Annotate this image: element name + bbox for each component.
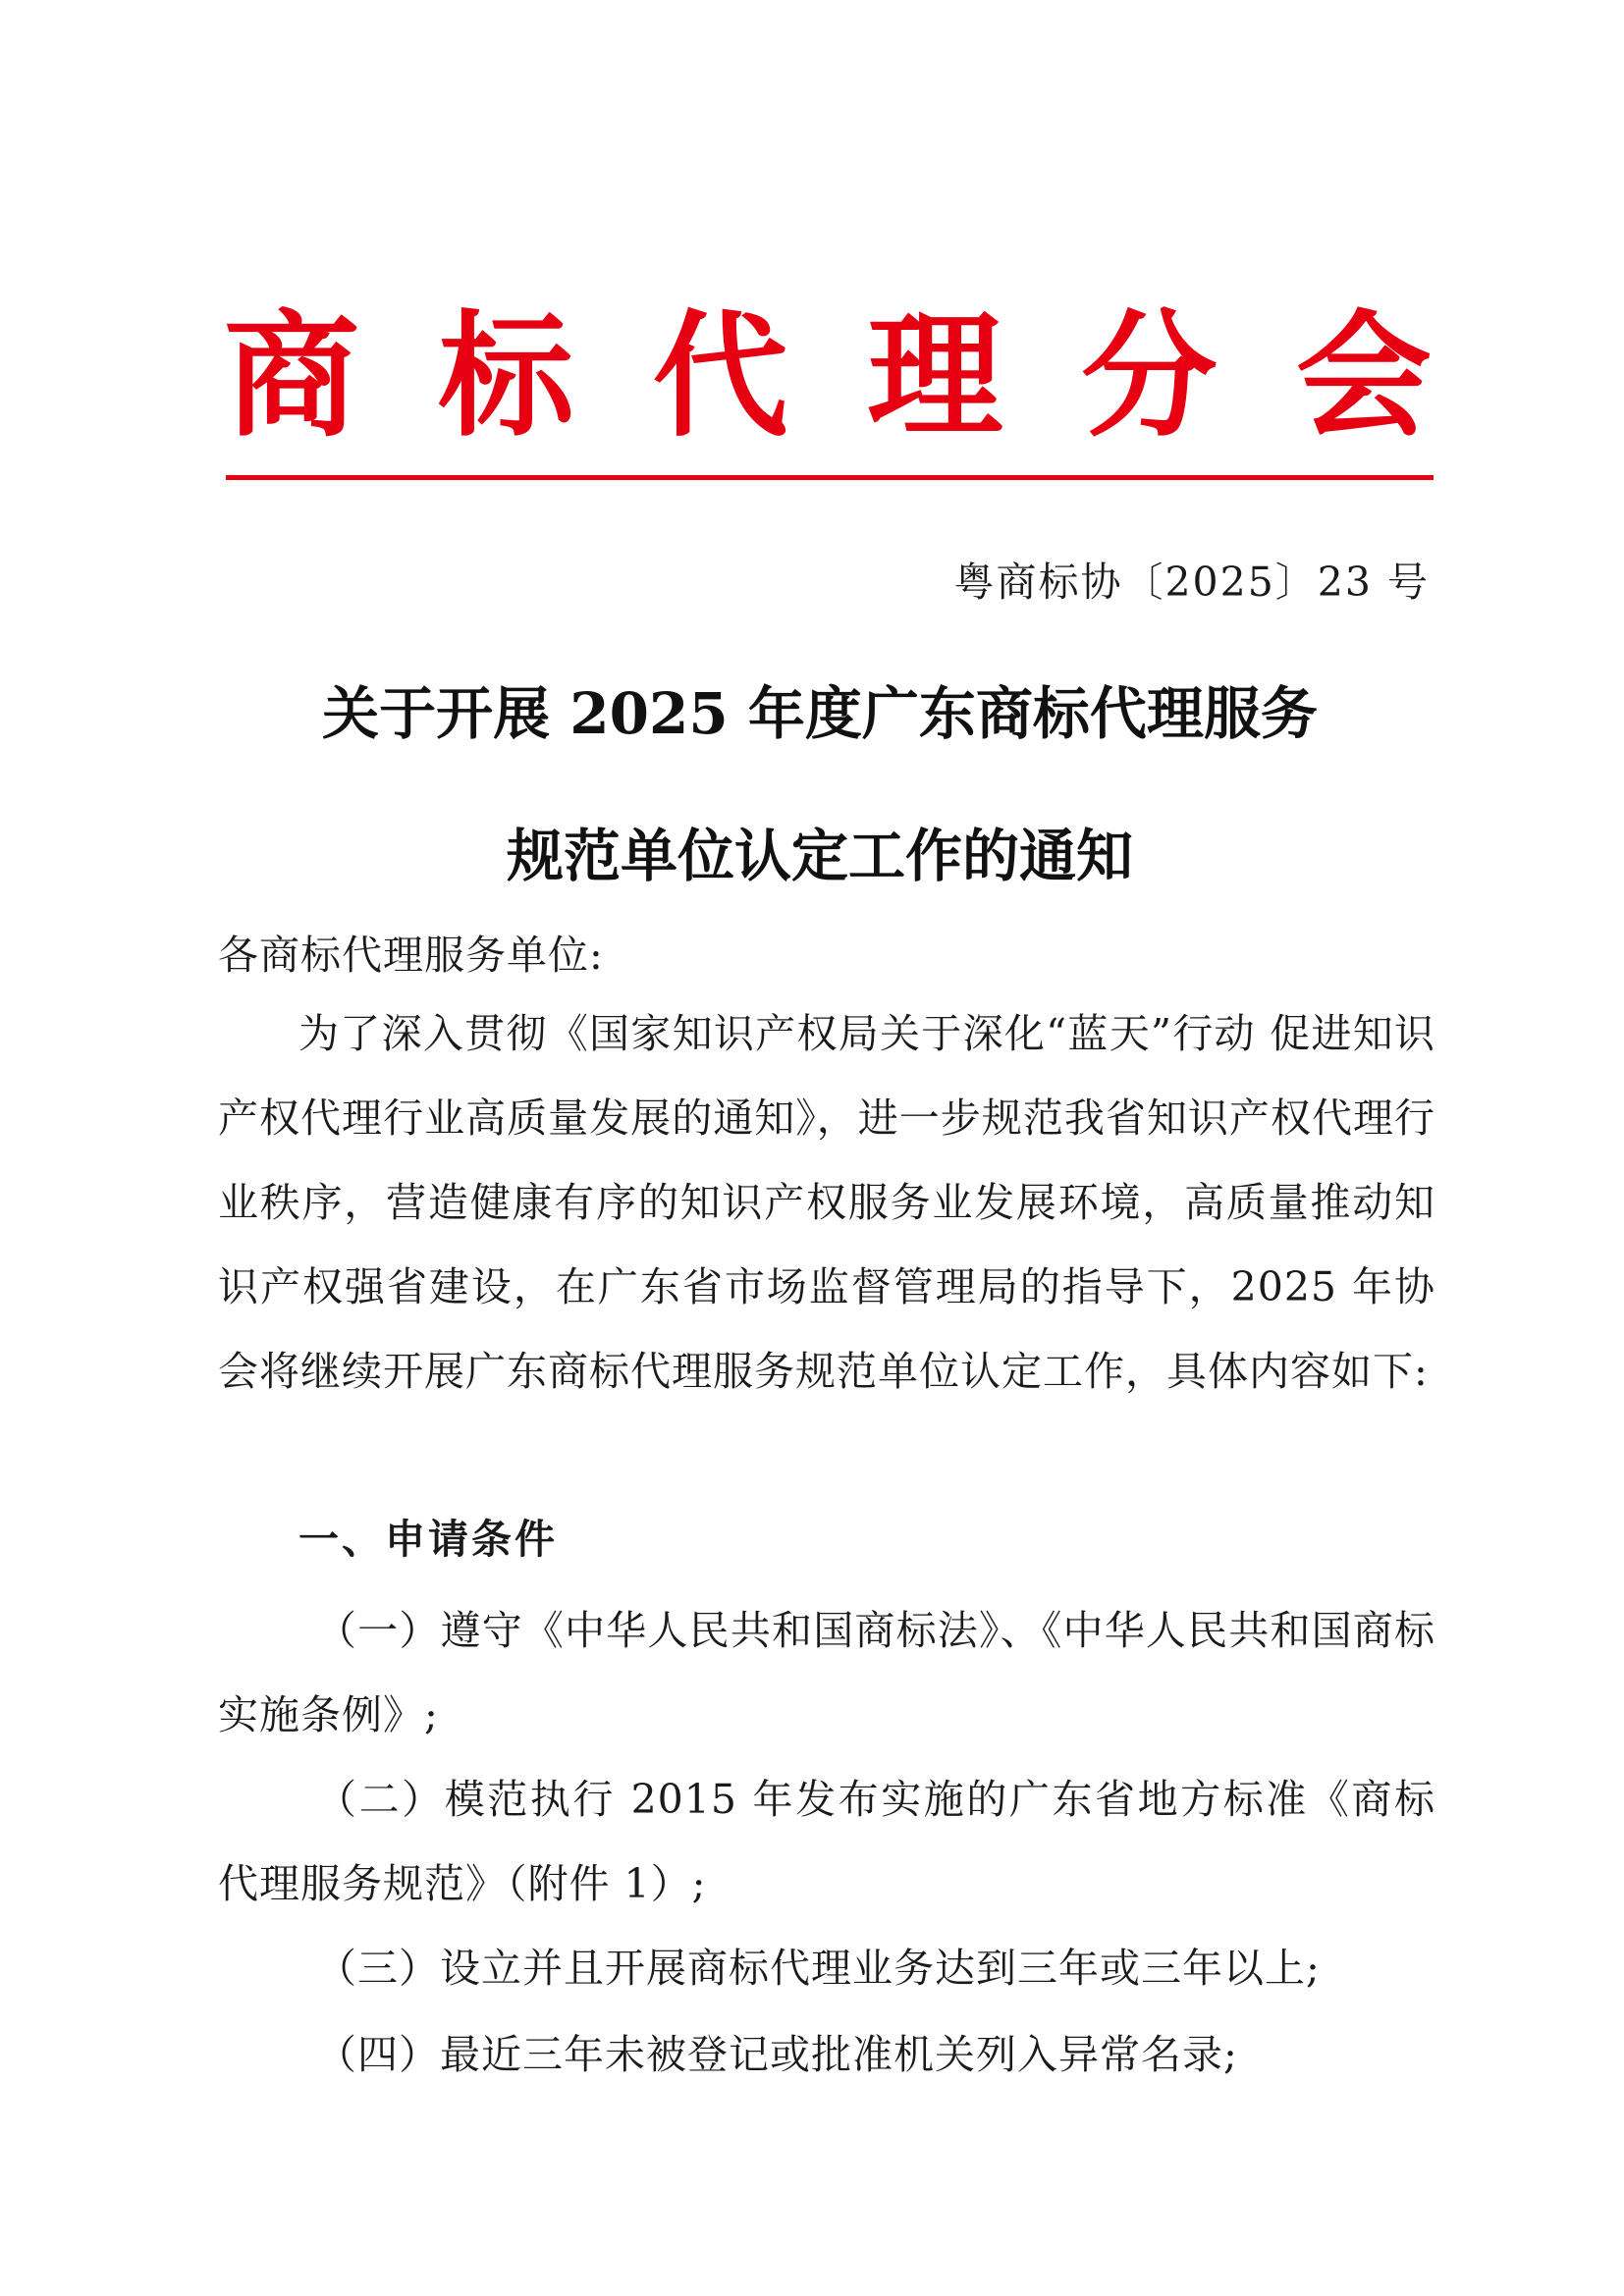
condition-item: （三）设立并且开展商标代理业务达到三年或三年以上; (316, 1945, 1321, 1992)
condition-item: （二）模范执行 2015 年发布实施的广东省地方标准《商标代理服务规范》（附件 1）; (218, 1776, 1435, 1907)
section-heading: 一、申请条件 (298, 1516, 558, 1563)
document-title-line-1: 关于开展 2025 年度广东商标代理服务 (322, 680, 1318, 747)
condition-item: （一）遵守《中华人民共和国商标法》、《中华人民共和国商标实施条例》; (218, 1607, 1435, 1738)
masthead-char: 标 (438, 295, 574, 455)
masthead-char: 会 (1295, 295, 1432, 455)
document-title-line-2: 规范单位认定工作的通知 (506, 823, 1133, 889)
salutation: 各商标代理服务单位: (218, 932, 604, 979)
masthead-char: 商 (224, 295, 360, 455)
document-number: 粤商标协〔2025〕23 号 (953, 559, 1430, 606)
masthead-char: 代 (652, 295, 788, 455)
masthead-char: 分 (1081, 295, 1218, 455)
masthead-divider (226, 475, 1434, 480)
condition-item: （四）最近三年未被登记或批准机关列入异常名录; (316, 2031, 1238, 2078)
masthead-title (224, 295, 1432, 455)
masthead-char: 理 (867, 295, 1003, 455)
intro-paragraph: 为了深入贯彻《国家知识产权局关于深化“蓝天”行动 促进知识产权代理行业高质量发展的通知》，进一步规范我省知识产权代理行业秩序，营造健康有序的知识产权服务业发展环境，高质量推动知识产权强省建设，在广东省市场监督管理局的指导下，2025 年协会将继续开展广东商标代理服务规范单位认定工作，具体内容如下: (218, 1010, 1435, 1395)
